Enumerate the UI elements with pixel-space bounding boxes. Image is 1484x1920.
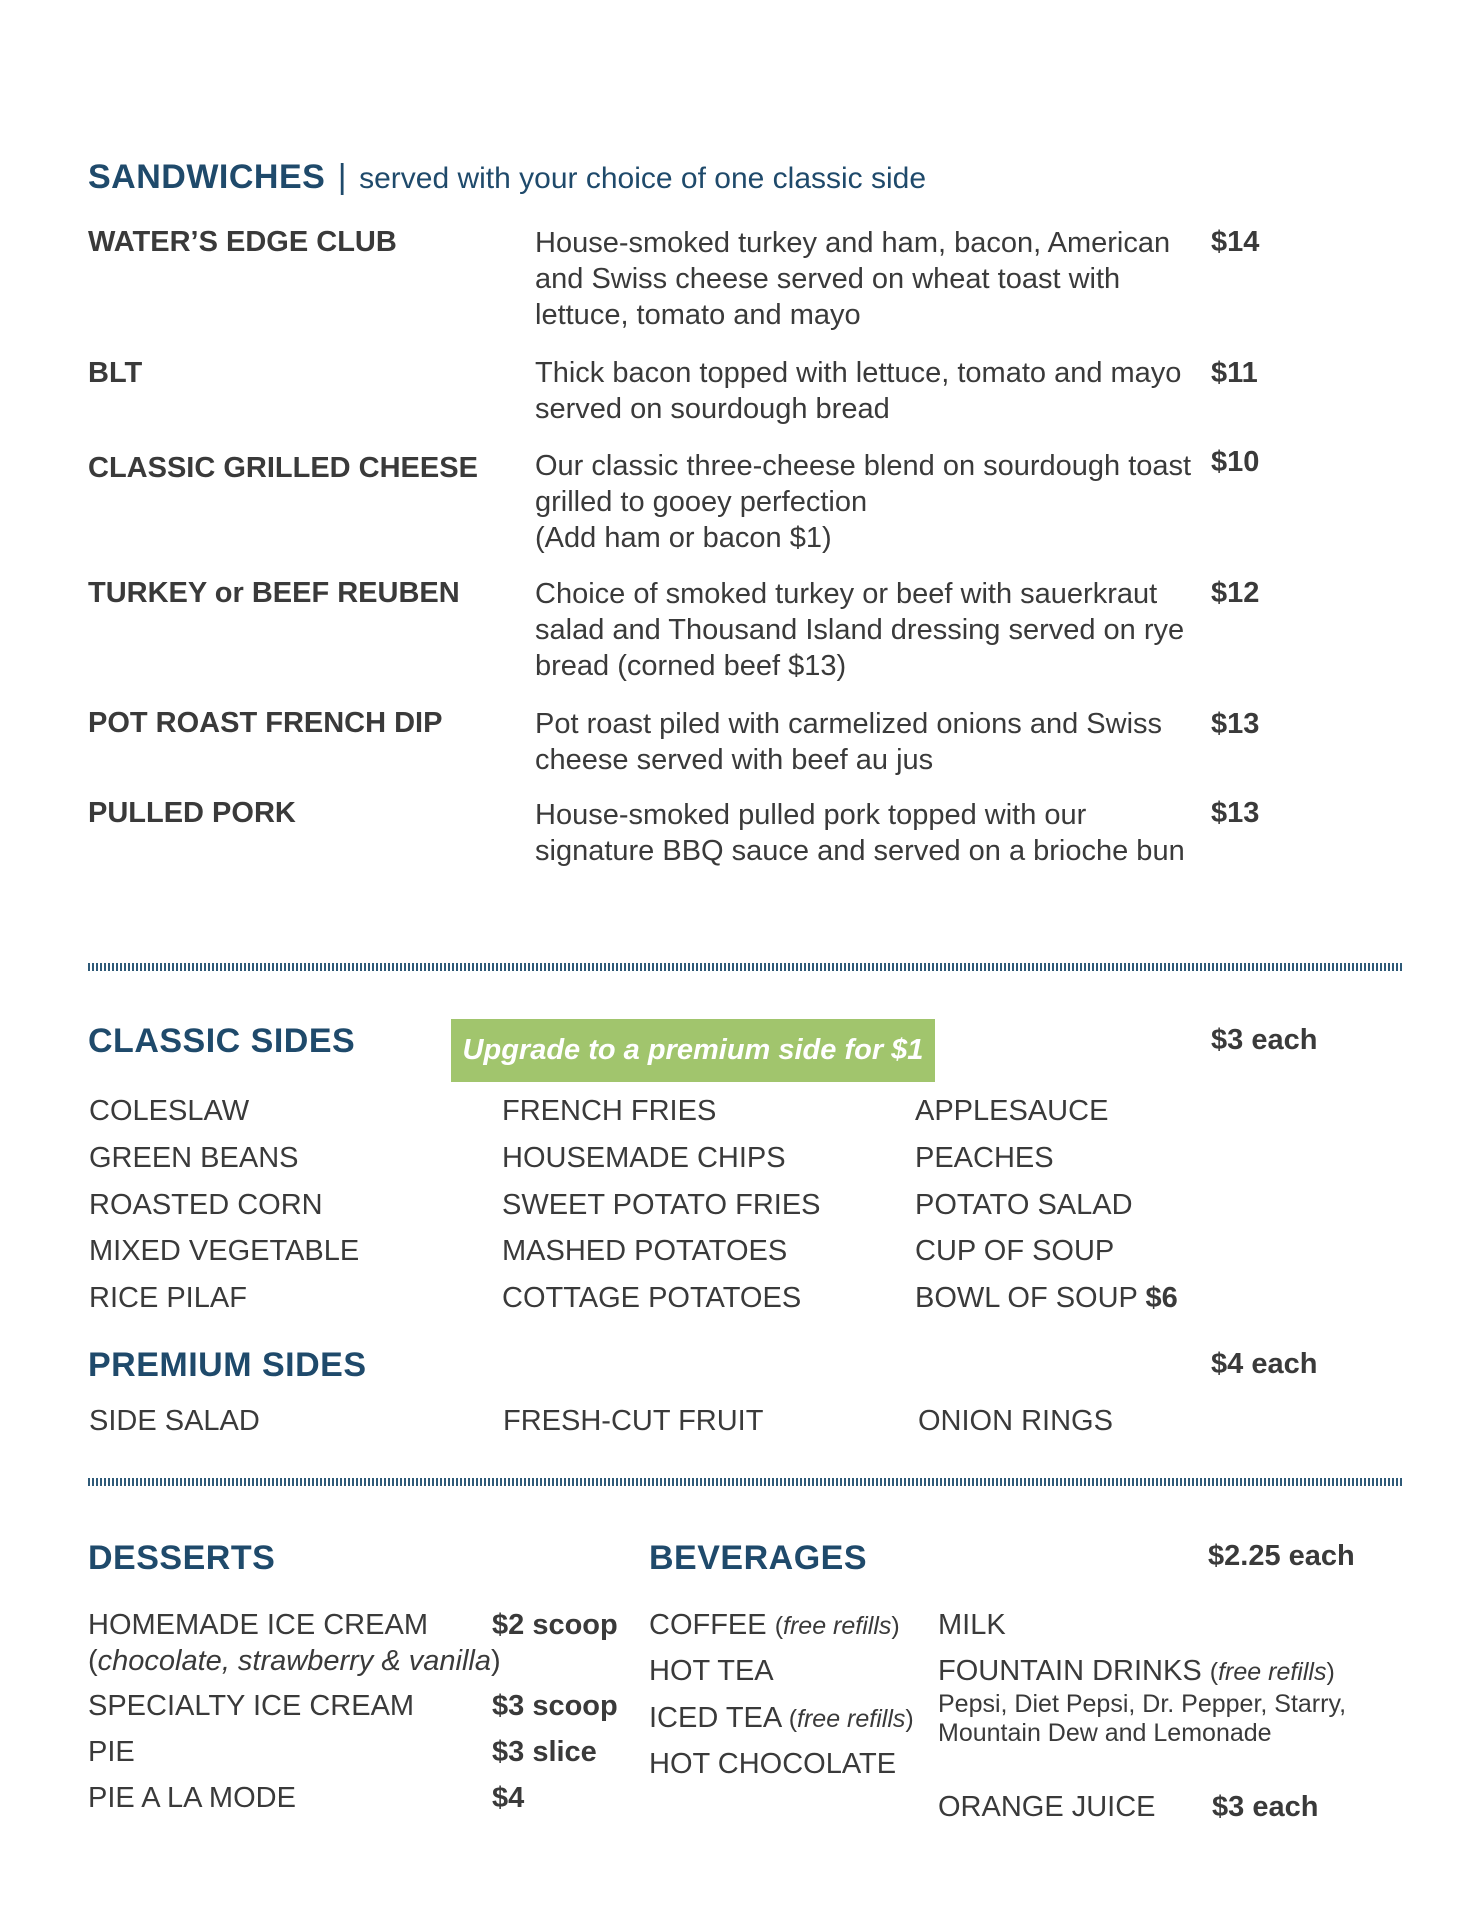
dessert-price: $3 scoop [492,1690,618,1722]
sandwich-price: $14 [1211,226,1260,258]
sandwich-description: House-smoked pulled pork topped with our signature BBQ sauce and served on a brioche bun [535,799,1185,867]
side-item: FRENCH FRIES [502,1095,717,1127]
header-separator: | [337,158,347,196]
refill-note: (free refills) [1209,1658,1335,1686]
premium-sides-price: $4 each [1211,1348,1318,1380]
sandwich-name: WATER’S EDGE CLUB [88,226,397,258]
sandwiches-subtitle: served with your choice of one classic side [359,162,927,195]
sandwiches-title: SANDWICHES [88,158,326,196]
sandwich-price: $13 [1211,708,1260,740]
flavors-text: chocolate, strawberry & vanilla [97,1645,491,1677]
fountain-list-line: Pepsi, Diet Pepsi, Dr. Pepper, Starry, [938,1690,1347,1718]
beverages-title: BEVERAGES [649,1539,867,1577]
side-item: HOUSEMADE CHIPS [502,1142,786,1174]
section-divider [88,1478,1404,1486]
refill-text: free refills [1218,1658,1327,1686]
premium-upgrade-badge: Upgrade to a premium side for $1 [451,1019,935,1082]
premium-side-item: FRESH-CUT FRUIT [503,1405,764,1437]
side-item: MIXED VEGETABLE [89,1235,360,1267]
classic-sides-title: CLASSIC SIDES [88,1022,356,1060]
sandwich-name: PULLED PORK [88,797,296,829]
desserts-title: DESSERTS [88,1539,276,1577]
refill-text: free refills [783,1612,892,1640]
side-item-bowl [915,1282,1178,1315]
beverages-price: $2.25 each [1208,1540,1355,1572]
sandwich-description: Choice of smoked turkey or beef with sauerkraut salad and Thousand Island dressing served on rye bread (corned beef $13) [535,578,1185,682]
side-item: GREEN BEANS [89,1142,299,1174]
premium-side-item: SIDE SALAD [89,1405,260,1437]
sandwich-description: House-smoked turkey and ham, bacon, American and Swiss cheese served on wheat toast with lettuce, tomato and mayo [535,227,1171,331]
sandwich-description: Thick bacon topped with lettuce, tomato and mayo served on sourdough bread [535,357,1182,425]
sandwich-description: Pot roast piled with carmelized onions and Swiss cheese served with beef au jus [535,708,1163,776]
fountain-list-line: Mountain Dew and Lemonade [938,1719,1272,1747]
premium-sides-title: PREMIUM SIDES [88,1346,367,1384]
sandwich-price: $13 [1211,797,1260,829]
beverage-name: MILK [938,1609,1006,1641]
premium-side-item: ONION RINGS [918,1405,1113,1437]
side-item: COLESLAW [89,1095,250,1127]
side-item: PEACHES [915,1142,1054,1174]
beverage-name: HOT CHOCOLATE [649,1748,897,1780]
dessert-price: $3 slice [492,1736,597,1768]
beverage-name: COFFEE [649,1609,767,1641]
beverage-name: HOT TEA [649,1655,774,1687]
dessert-item: PIE [88,1736,135,1768]
beverage-fountain [938,1655,1335,1688]
sandwich-price: $11 [1211,357,1258,389]
sandwich-name: BLT [88,357,143,389]
side-item: COTTAGE POTATOES [502,1282,802,1314]
sandwich-name: TURKEY or BEEF REUBEN [88,577,460,609]
side-item: MASHED POTATOES [502,1235,788,1267]
dessert-price: $2 scoop [492,1609,618,1641]
beverage-coffee [649,1609,900,1642]
sandwiches-header [88,158,926,197]
paren-close: ) [490,1645,501,1677]
section-divider [88,963,1404,971]
dessert-price: $4 [492,1782,525,1814]
dessert-item: SPECIALTY ICE CREAM [88,1690,415,1722]
refill-note: (free refills) [774,1612,900,1640]
dessert-item: HOMEMADE ICE CREAM [88,1609,428,1641]
bowl-of-soup-price: $6 [1145,1282,1178,1314]
side-item: SWEET POTATO FRIES [502,1189,821,1221]
sandwich-description [535,448,1195,556]
side-item: APPLESAUCE [915,1095,1109,1127]
beverage-iced-tea [649,1702,914,1735]
classic-sides-price: $3 each [1211,1024,1318,1056]
sandwich-note: (Add ham or bacon $1) [535,522,832,554]
paren-open: ( [88,1645,98,1677]
beverage-name: ORANGE JUICE [938,1791,1156,1823]
dessert-item: PIE A LA MODE [88,1782,296,1814]
orange-juice-price: $3 each [1212,1791,1319,1823]
refill-note: (free refills) [788,1705,914,1733]
sandwich-price: $10 [1211,446,1260,478]
sandwich-name: POT ROAST FRENCH DIP [88,707,443,739]
ice-cream-flavors [88,1645,501,1678]
beverage-name: FOUNTAIN DRINKS [938,1655,1202,1687]
side-item: CUP OF SOUP [915,1235,1115,1267]
refill-text: free refills [797,1705,906,1733]
sandwich-description-text: Our classic three-cheese blend on sourdough toast grilled to gooey perfection [535,450,1192,518]
side-item: RICE PILAF [89,1282,247,1314]
beverage-name: ICED TEA [649,1702,781,1734]
sandwich-name: CLASSIC GRILLED CHEESE [88,452,478,484]
bowl-of-soup-label: BOWL OF SOUP [915,1282,1138,1314]
sandwich-price: $12 [1211,577,1260,609]
side-item: ROASTED CORN [89,1189,323,1221]
side-item: POTATO SALAD [915,1189,1133,1221]
